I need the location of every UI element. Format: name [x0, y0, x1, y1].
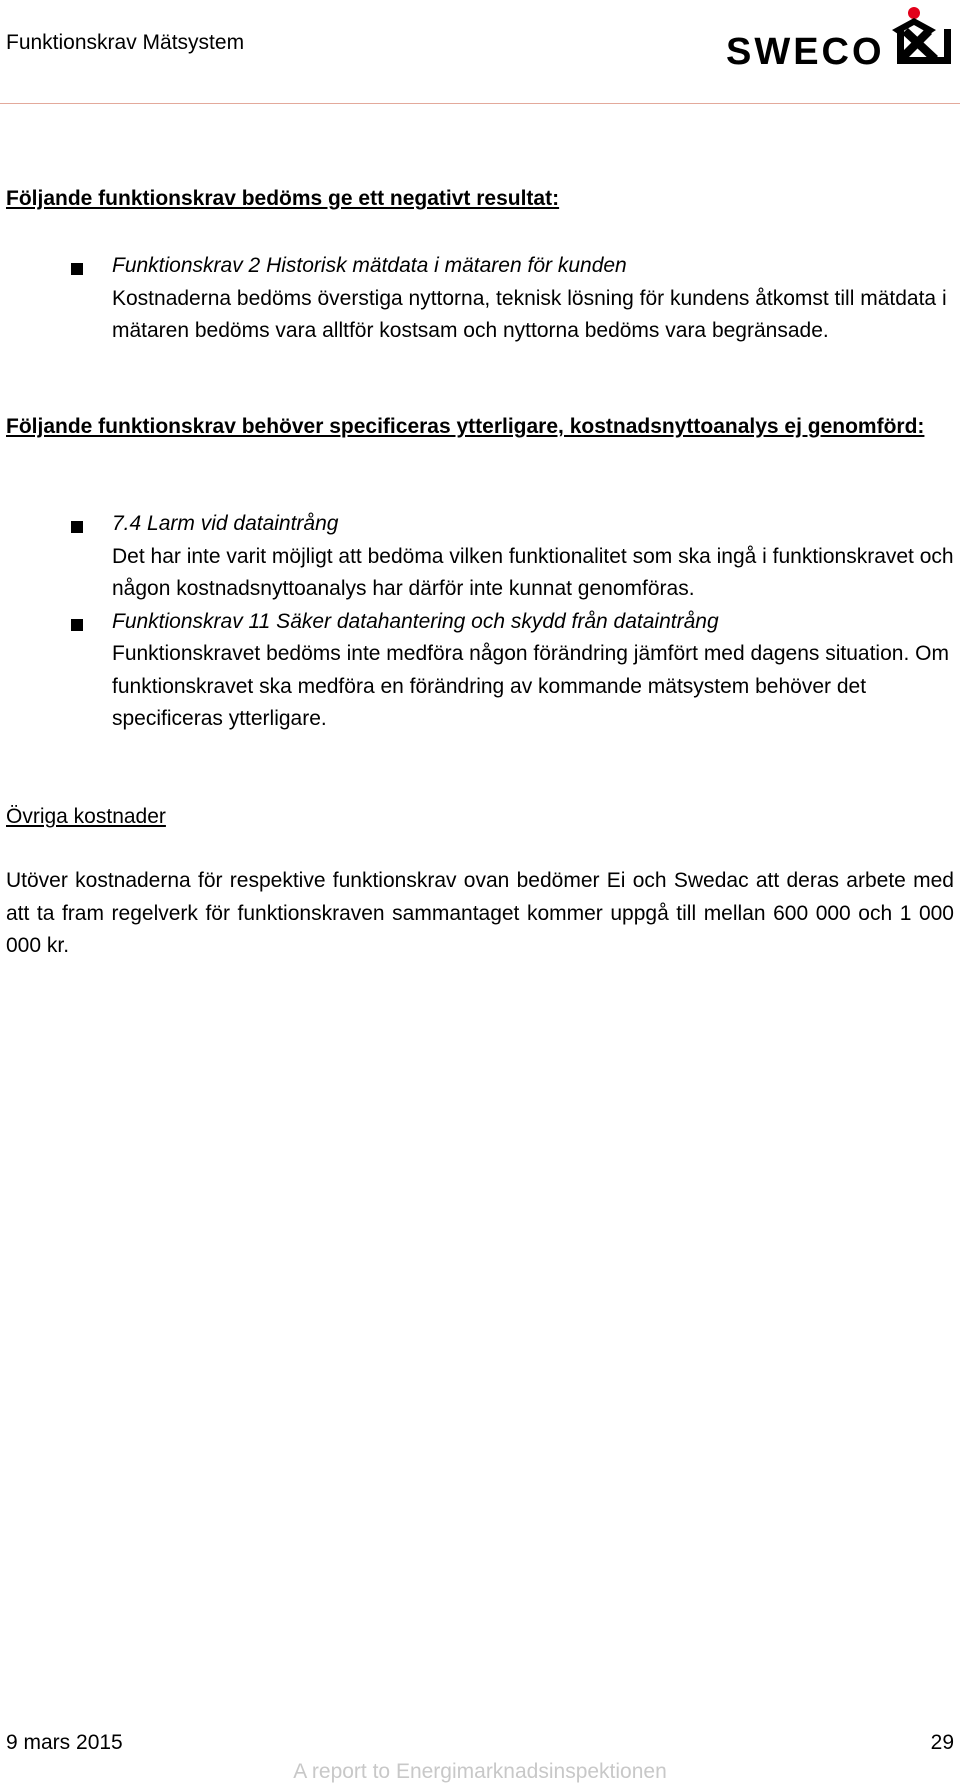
header-divider — [0, 103, 960, 104]
sweco-mark-icon — [892, 7, 951, 64]
section-heading-other-costs: Övriga kostnader — [6, 805, 166, 828]
list-item — [0, 250, 960, 348]
section-heading-specify: Följande funktionskrav behöver specificeras ytterligare, kostnadsnyttoanalys ej genomförd: — [6, 415, 925, 438]
list-item — [0, 508, 960, 606]
item-title: 7.4 Larm vid dataintrång — [112, 512, 339, 535]
other-costs-paragraph: Utöver kostnaderna för respektive funktionskrav ovan bedömer Ei och Swedac att deras arbete med att ta fram regelverk för funktionskraven sammantaget kommer uppgå till mellan 600 000 och 1 000 000 kr. — [6, 869, 954, 957]
specify-requirements-list — [0, 508, 960, 736]
document-title: Funktionskrav Mätsystem — [6, 31, 245, 54]
footer-date: 9 mars 2015 — [6, 1731, 123, 1754]
page-number: 29 — [930, 1731, 954, 1754]
svg-text:SWECO: SWECO — [726, 31, 885, 73]
section-heading-negative: Följande funktionskrav bedöms ge ett negativt resultat: — [6, 187, 560, 210]
negative-requirements-list — [0, 250, 960, 348]
item-title: Funktionskrav 11 Säker datahantering och skydd från dataintrång — [112, 609, 719, 633]
item-text: Funktionskravet bedöms inte medföra någon förändring jämfört med dagens situation. Om funktionskravet ska medföra en förändring av kommande mätsystem behöver det specificeras ytterligare. — [112, 642, 949, 730]
sweco-logo — [726, 4, 956, 74]
square-bullet-icon — [71, 619, 83, 631]
square-bullet-icon — [71, 521, 83, 533]
footer-note: A report to Energimarknadsinspektionen — [293, 1760, 667, 1783]
square-bullet-icon — [71, 263, 83, 275]
list-item — [0, 606, 960, 736]
item-title: Funktionskrav 2 Historisk mätdata i mätaren för kunden — [112, 254, 627, 277]
item-text: Kostnaderna bedöms överstiga nyttorna, teknisk lösning för kundens åtkomst till mätdata i mätaren bedöms vara alltför kostsam och nyttorna bedöms vara begränsade. — [112, 286, 947, 342]
item-text: Det har inte varit möjligt att bedöma vilken funktionalitet som ska ingå i funktionskravet och någon kostnadsnyttoanalys har därför inte kunnat genomföras. — [112, 544, 954, 600]
